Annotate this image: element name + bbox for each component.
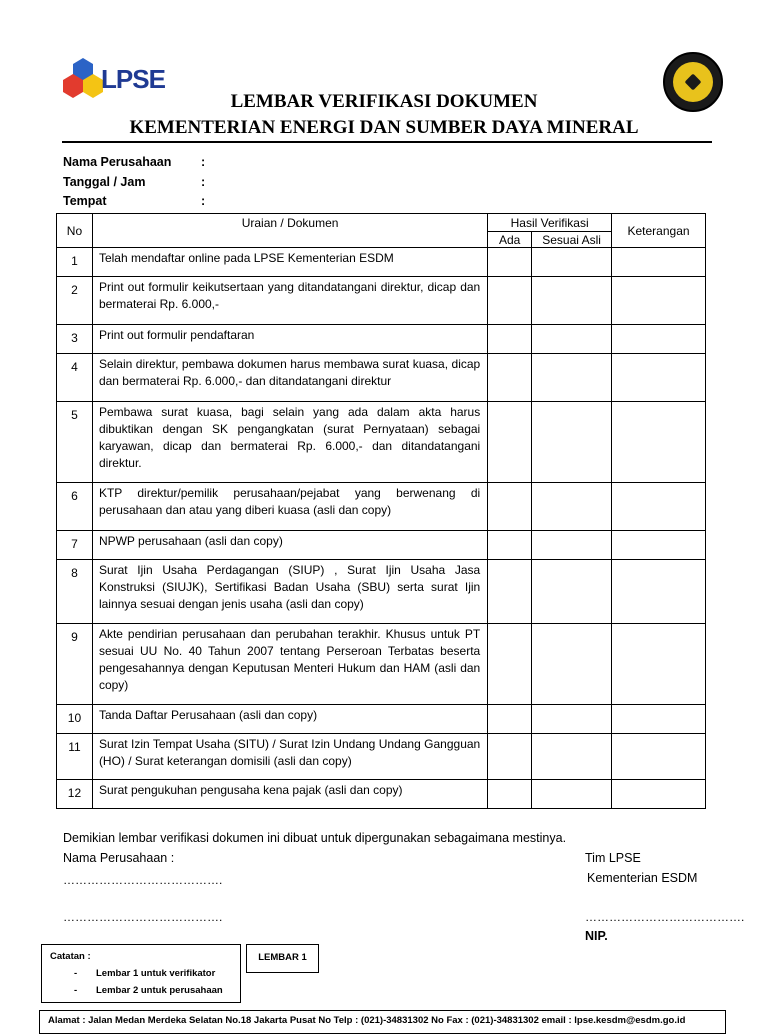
ministry-label: Kementerian ESDM [587,871,698,885]
notes-box [41,944,241,1003]
row-number: 10 [57,705,93,734]
row-number: 3 [57,325,93,354]
row-number: 2 [57,277,93,325]
cell-sesuai-asli[interactable] [532,277,612,325]
officer-signature-line: …………………………………. [585,910,745,924]
cell-ada[interactable] [488,531,532,560]
table-row [57,402,706,483]
company-signature-line: …………………………………. [63,873,223,887]
row-description: Selain direktur, pembawa dokumen harus membawa surat kuasa, dicap dan bermaterai Rp. 6.000,- dan ditandatangani direktur [92,354,487,402]
company-name-line: …………………………………. [63,910,223,924]
cell-ada[interactable] [488,354,532,402]
cell-keterangan[interactable] [612,705,706,734]
row-description: KTP direktur/pemilik perusahaan/pejabat yang berwenang di perusahaan dan atau yang diberi kuasa (asli dan copy) [92,483,487,531]
row-number: 11 [57,734,93,780]
cell-keterangan[interactable] [612,531,706,560]
row-number: 1 [57,248,93,277]
header-hasil-verifikasi: Hasil Verifikasi [488,214,612,232]
table-row [57,325,706,354]
table-row [57,354,706,402]
cell-sesuai-asli[interactable] [532,560,612,624]
row-description: Surat Ijin Usaha Perdagangan (SIUP) , Surat Ijin Usaha Jasa Konstruksi (SIUJK), Sertifikasi Badan Usaha (SBU) serta surat Ijin lainnya sesuai dengan jenis usaha (asli dan copy) [92,560,487,624]
row-number: 12 [57,780,93,809]
table-row [57,531,706,560]
cell-keterangan[interactable] [612,780,706,809]
table-row [57,705,706,734]
cell-ada[interactable] [488,248,532,277]
table-row [57,277,706,325]
cell-keterangan[interactable] [612,560,706,624]
cell-keterangan[interactable] [612,402,706,483]
cell-sesuai-asli[interactable] [532,705,612,734]
title-divider [62,141,712,143]
cell-keterangan[interactable] [612,248,706,277]
document-subtitle: KEMENTERIAN ENERGI DAN SUMBER DAYA MINERAL [129,117,639,138]
tim-lpse-label: Tim LPSE [585,851,641,865]
address-footer: Alamat : Jalan Medan Merdeka Selatan No.18 Jakarta Pusat No Telp : (021)-34831302 No Fax : (021)-34831302 email : lpse.kesdm@esdm.go.id [39,1010,726,1034]
cell-ada[interactable] [488,402,532,483]
cell-sesuai-asli[interactable] [532,483,612,531]
row-description: Pembawa surat kuasa, bagi selain yang ada dalam akta harus dibuktikan dengan SK pengangkatan (surat Pernyataan) sebagai karyawan, dicap dan bermaterai Rp. 6.000,- dan ditandatangani direktur. [92,402,487,483]
cell-sesuai-asli[interactable] [532,734,612,780]
cell-ada[interactable] [488,734,532,780]
cell-sesuai-asli[interactable] [532,325,612,354]
row-number: 8 [57,560,93,624]
verification-table [56,213,706,809]
table-row [57,780,706,809]
row-description: Tanda Daftar Perusahaan (asli dan copy) [92,705,487,734]
table-row [57,560,706,624]
sheet-number-box: LEMBAR 1 [246,944,319,973]
nip-label: NIP. [585,929,608,943]
header-sesuai-asli: Sesuai Asli [532,232,612,248]
row-description: Print out formulir keikutsertaan yang ditandatangani direktur, dicap dan bermaterai Rp. 6.000,- [92,277,487,325]
note-item: - Lembar 2 untuk perusahaan [74,985,223,996]
cell-ada[interactable] [488,705,532,734]
row-description: Telah mendaftar online pada LPSE Kementerian ESDM [92,248,487,277]
table-row [57,734,706,780]
row-description: Surat Izin Tempat Usaha (SITU) / Surat Izin Undang Undang Gangguan (HO) / Surat keterangan domisili (asli dan copy) [92,734,487,780]
row-description: Print out formulir pendaftaran [92,325,487,354]
cell-keterangan[interactable] [612,734,706,780]
cell-keterangan[interactable] [612,483,706,531]
cell-keterangan[interactable] [612,624,706,705]
row-number: 4 [57,354,93,402]
cell-sesuai-asli[interactable] [532,780,612,809]
cell-ada[interactable] [488,277,532,325]
cell-ada[interactable] [488,325,532,354]
note-item: - Lembar 1 untuk verifikator [74,968,216,979]
field-date-time: Tanggal / Jam : [63,175,206,189]
closing-statement: Demikian lembar verifikasi dokumen ini dibuat untuk dipergunakan sebagaimana mestinya. [63,831,567,845]
row-number: 5 [57,402,93,483]
cell-sesuai-asli[interactable] [532,624,612,705]
cell-sesuai-asli[interactable] [532,402,612,483]
field-place: Tempat : [63,194,206,208]
row-description: Akte pendirian perusahaan dan perubahan terakhir. Khusus untuk PT sesuai UU No. 40 Tahun 2007 tentang Perseroan Terbatas beserta pengesahannya dengan Keputusan Menteri Hukum dan HAM (asli dan copy) [92,624,487,705]
cell-ada[interactable] [488,483,532,531]
row-number: 6 [57,483,93,531]
cell-sesuai-asli[interactable] [532,531,612,560]
header-uraian: Uraian / Dokumen [92,214,487,248]
row-number: 9 [57,624,93,705]
table-row [57,624,706,705]
row-description: Surat pengukuhan pengusaha kena pajak (asli dan copy) [92,780,487,809]
row-description: NPWP perusahaan (asli dan copy) [92,531,487,560]
header-keterangan: Keterangan [612,214,706,248]
row-number: 7 [57,531,93,560]
header-no: No [57,214,93,248]
cell-keterangan[interactable] [612,354,706,402]
cell-ada[interactable] [488,624,532,705]
cell-keterangan[interactable] [612,277,706,325]
cell-sesuai-asli[interactable] [532,248,612,277]
cell-keterangan[interactable] [612,325,706,354]
table-row [57,248,706,277]
cell-sesuai-asli[interactable] [532,354,612,402]
header-ada: Ada [488,232,532,248]
cell-ada[interactable] [488,780,532,809]
lpse-logo-text: LPSE [101,64,165,94]
document-title: LEMBAR VERIFIKASI DOKUMEN [230,91,538,112]
cell-ada[interactable] [488,560,532,624]
company-signature-label: Nama Perusahaan : [63,851,175,865]
field-company-name: Nama Perusahaan : [63,155,206,169]
table-row [57,483,706,531]
notes-title: Catatan : [50,951,91,962]
